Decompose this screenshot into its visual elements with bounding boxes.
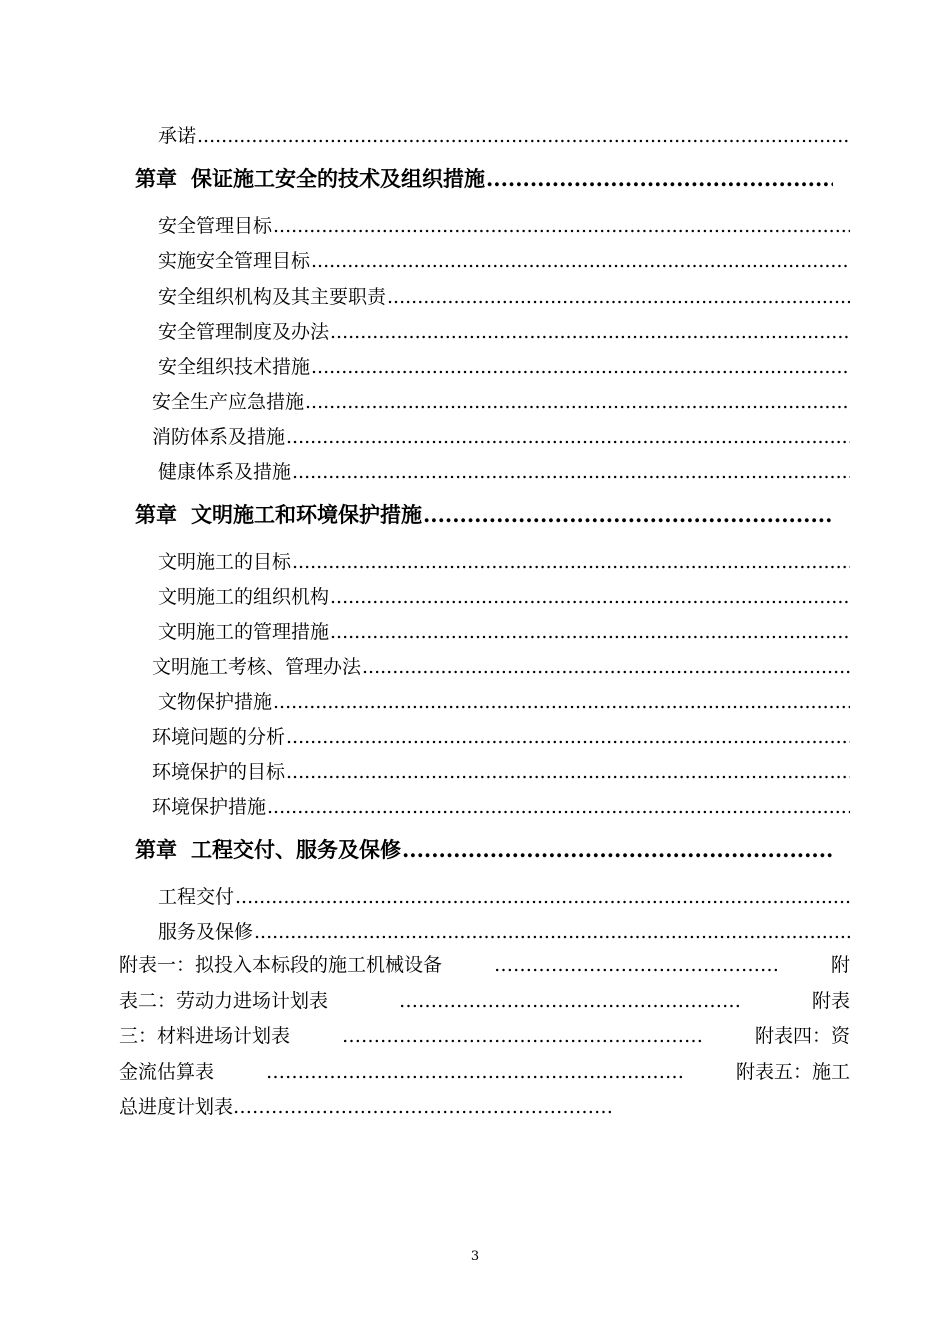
toc-entry-label: 消防体系及措施 <box>152 426 286 448</box>
appendix-line-right: 附表五：施工 <box>735 1060 850 1083</box>
dot-leader <box>292 461 850 483</box>
appendix-line-right: 附表四：资 <box>754 1025 850 1047</box>
toc-entry-chengnuo[interactable] <box>158 121 850 148</box>
toc-entry[interactable] <box>158 617 850 644</box>
dot-leader <box>486 166 833 191</box>
toc-entry[interactable] <box>158 352 850 379</box>
toc-entry[interactable] <box>158 317 850 344</box>
dot-leader <box>235 886 850 908</box>
dot-leader <box>330 321 850 343</box>
appendix-line[interactable] <box>119 1055 850 1091</box>
dot-leader: ………………………………………………… <box>342 1025 703 1047</box>
dot-leader <box>311 356 850 378</box>
toc-entry-label: 安全管理目标 <box>158 215 273 237</box>
dot-leader <box>286 761 850 783</box>
dot-leader <box>273 691 850 713</box>
toc-entry[interactable] <box>152 422 850 449</box>
toc-entry-label: 环境问题的分析 <box>152 726 286 748</box>
appendix-line-left: 附表一：拟投入本标段的施工机械设备 <box>119 954 443 976</box>
appendix-line-left: 总进度计划表 <box>119 1096 234 1118</box>
toc-entry[interactable] <box>152 792 850 819</box>
appendix-line-left: 表二：劳动力进场计划表 <box>119 989 329 1012</box>
appendix-line-right: 附表 <box>811 989 850 1012</box>
toc-entry[interactable] <box>152 652 850 679</box>
toc-entry[interactable] <box>158 917 850 944</box>
toc-entry-label: 文明施工考核、管理办法 <box>152 656 362 678</box>
appendix-line[interactable] <box>119 1019 850 1055</box>
toc-entry-label: 文物保护措施 <box>158 691 273 713</box>
appendix-line[interactable] <box>119 984 850 1020</box>
dot-leader <box>286 426 850 448</box>
toc-entry-label: 实施安全管理目标 <box>158 250 311 272</box>
chapter-prefix: 第章 <box>135 837 177 862</box>
dot-leader <box>292 551 850 573</box>
appendix-line-left: 金流估算表 <box>119 1060 215 1083</box>
appendix-line-right: 附 <box>830 954 850 976</box>
toc-entry[interactable] <box>158 246 850 273</box>
dot-leader <box>330 586 850 608</box>
dot-leader <box>362 656 850 678</box>
toc-chapter-civilized[interactable] <box>135 499 833 529</box>
toc-entry[interactable] <box>152 722 850 749</box>
toc-entry-label: 安全组织技术措施 <box>158 356 311 378</box>
dot-leader <box>273 215 850 237</box>
dot-leader <box>423 502 833 527</box>
toc-entry[interactable] <box>158 882 850 909</box>
toc-chapter-delivery[interactable] <box>135 834 833 864</box>
dot-leader: …………………………………………………… <box>233 1096 614 1118</box>
toc-entry[interactable] <box>158 457 850 484</box>
toc-entry-label: 工程交付 <box>158 886 235 908</box>
toc-entry-label: 健康体系及措施 <box>158 461 292 483</box>
dot-leader <box>305 391 850 413</box>
dot-leader <box>311 250 850 272</box>
dot-leader <box>387 286 850 308</box>
dot-leader <box>402 837 833 862</box>
dot-leader: ………………………………………………………… <box>266 1060 684 1083</box>
dot-leader <box>267 796 850 818</box>
dot-leader: ……………………………………… <box>494 954 779 976</box>
chapter-title: 保证施工安全的技术及组织措施 <box>191 166 485 191</box>
appendix-list <box>119 948 850 1126</box>
toc-entry[interactable] <box>158 687 850 714</box>
toc-entry-label: 安全管理制度及办法 <box>158 321 330 343</box>
appendix-line-left: 三：材料进场计划表 <box>119 1025 291 1047</box>
toc-entry-label: 安全生产应急措施 <box>152 391 305 413</box>
dot-leader <box>254 921 850 943</box>
toc-entry-label: 文明施工的组织机构 <box>158 586 330 608</box>
chapter-title: 工程交付、服务及保修 <box>191 837 401 862</box>
page-number: 3 <box>470 1249 480 1264</box>
toc-entry[interactable] <box>158 211 850 238</box>
appendix-line[interactable] <box>119 1090 850 1126</box>
dot-leader <box>286 726 850 748</box>
toc-entry-label: 文明施工的目标 <box>158 551 292 573</box>
toc-entry[interactable] <box>158 282 850 309</box>
toc-entry[interactable] <box>158 547 850 574</box>
toc-entry-label: 环境保护措施 <box>152 796 267 818</box>
toc-entry[interactable] <box>152 757 850 784</box>
toc-entry-label: 文明施工的管理措施 <box>158 621 330 643</box>
toc-entry-label: 环境保护的目标 <box>152 761 286 783</box>
toc-entry-label: 承诺 <box>158 125 197 147</box>
chapter-prefix: 第章 <box>135 166 177 191</box>
toc-entry[interactable] <box>158 582 850 609</box>
dot-leader <box>330 621 850 643</box>
toc-entry[interactable] <box>152 387 850 414</box>
toc-entry-label: 安全组织机构及其主要职责 <box>158 286 387 308</box>
toc-chapter-safety[interactable] <box>135 163 833 193</box>
chapter-title: 文明施工和环境保护措施 <box>191 502 422 527</box>
dot-leader: ……………………………………………… <box>399 989 741 1012</box>
toc-entry-label: 服务及保修 <box>158 921 254 943</box>
appendix-line[interactable] <box>119 948 850 984</box>
dot-leader <box>197 125 850 147</box>
chapter-prefix: 第章 <box>135 502 177 527</box>
